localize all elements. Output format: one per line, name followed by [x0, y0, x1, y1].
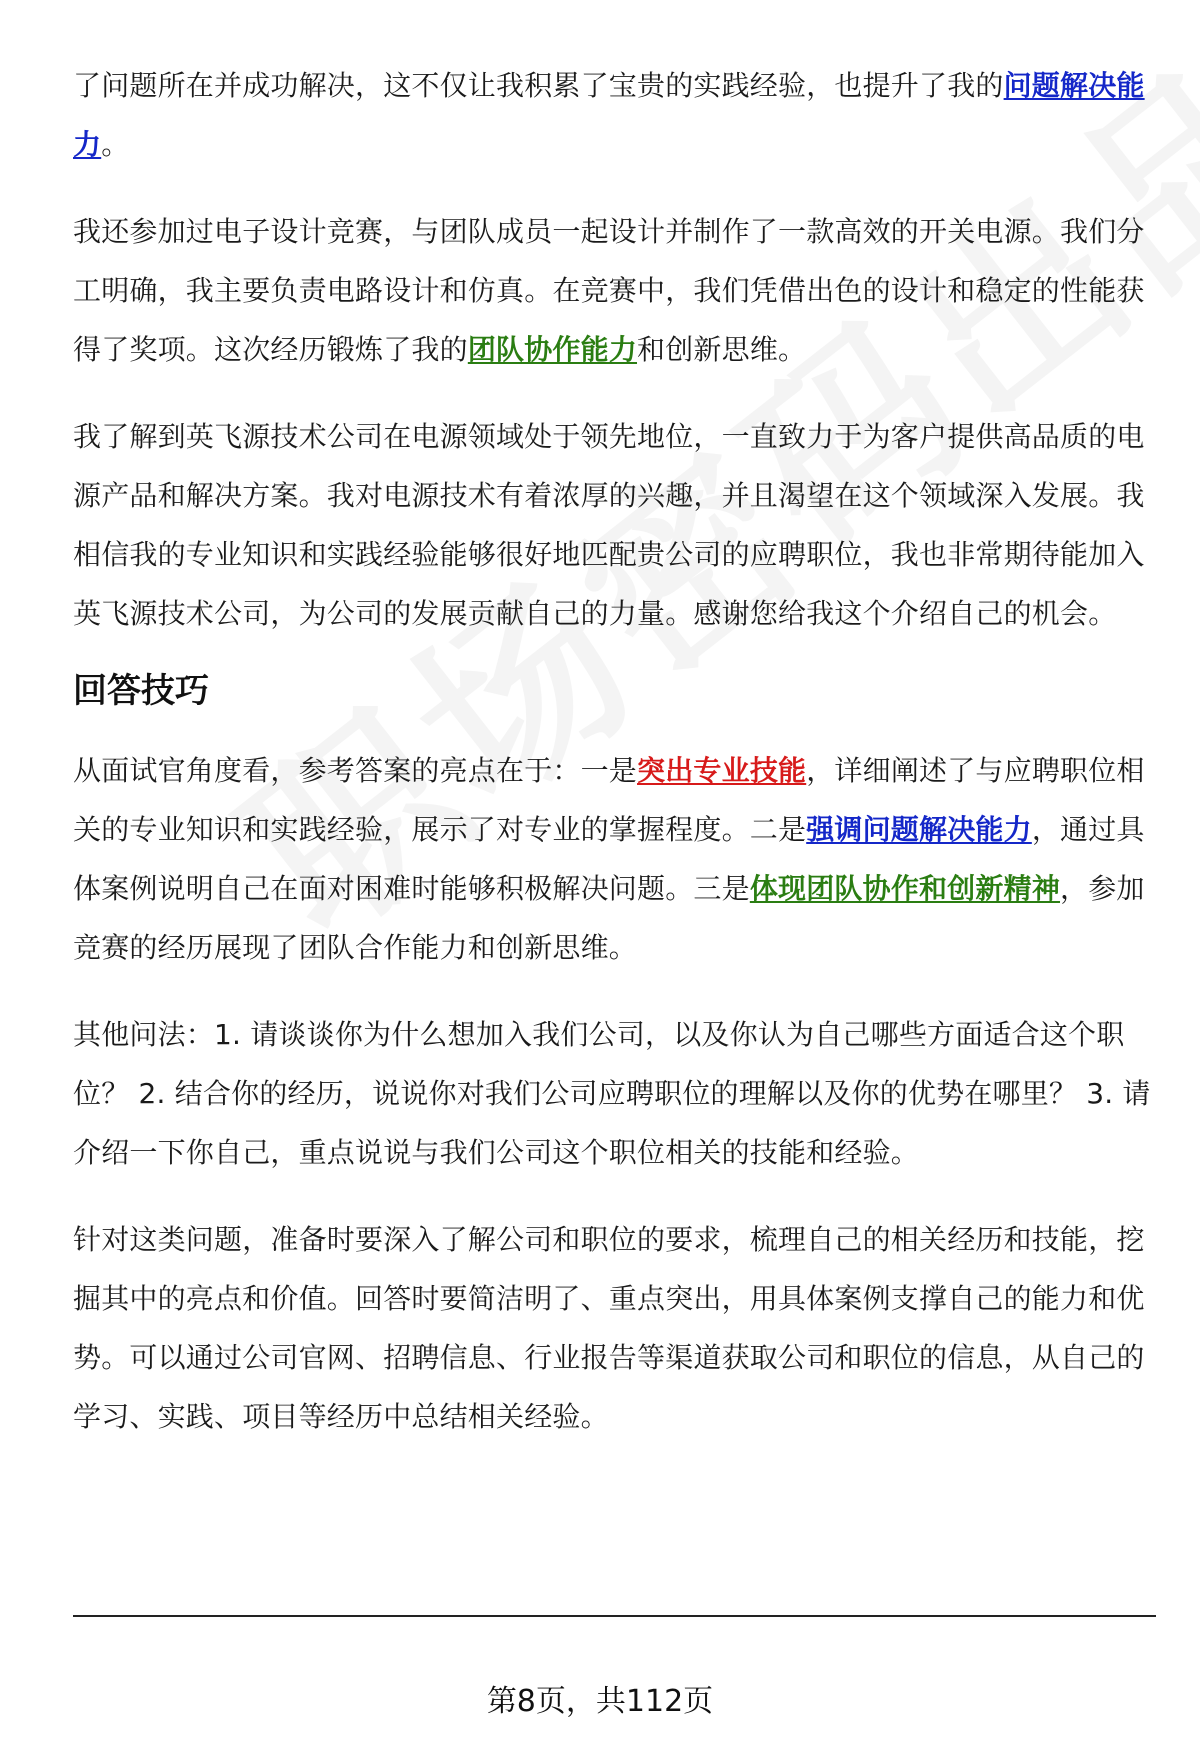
- highlight-professional-skills: 突出专业技能: [637, 754, 807, 787]
- paragraph-competition: [73, 202, 1151, 379]
- section-heading: 回答技巧: [73, 671, 209, 711]
- paragraph-text: 从面试官角度看，参考答案的亮点在于：一是: [73, 754, 638, 787]
- paragraph-text: 我还参加过电子设计竞赛，与团队成员一起设计并制作了一款高效的开关电源。我们分工明确，我主要负责电路设计和仿真。在竞赛中，我们凭借出色的设计和稳定的性能获得了奖项。这次经历锻炼了我的: [73, 215, 1145, 366]
- paragraph-text: 和创新思维。: [637, 333, 807, 366]
- paragraph-text: ，详细阐述了与应聘职位相关的专业知识和实践经验，展示了对专业的掌握程度。二是: [73, 754, 1145, 846]
- paragraph-text: 我了解到英飞源技术公司在电源领域处于领先地位，一直致力于为客户提供高品质的电源产品和解决方案。我对电源技术有着浓厚的兴趣，并且渴望在这个领域深入发展。我相信我的专业知识和实践经验能够很好地匹配贵公司的应聘职位，我也非常期待能加入英飞源技术公司，为公司的发展贡献自己的力量。感谢您给我这个介绍自己的机会。: [73, 420, 1145, 630]
- highlight-teamwork: 团队协作能力: [467, 333, 638, 366]
- paragraph-text: 。: [101, 128, 130, 161]
- paragraph-tips: [73, 741, 1151, 977]
- highlight-teamwork-innovation: 体现团队协作和创新精神: [749, 872, 1061, 905]
- paragraph-text: ，通过具体案例说明自己在面对困难时能够积极解决问题。三是: [73, 813, 1145, 905]
- paragraph-company: [73, 407, 1151, 643]
- paragraph-text: 了问题所在并成功解决，这不仅让我积累了宝贵的实践经验，也提升了我的: [73, 69, 1004, 102]
- document-body: [73, 56, 1151, 1474]
- paragraph-other-questions: 其他问法：1. 请谈谈你为什么想加入我们公司，以及你认为自己哪些方面适合这个职位？ 2. 结合你的经历，说说你对我们公司应聘职位的理解以及你的优势在哪里？ 3. 请介绍一下你自己，重点说说与我们公司这个职位相关的技能和经验。: [73, 1018, 1151, 1169]
- highlight-problem-solving-emphasis: 强调问题解决能力: [806, 813, 1032, 846]
- paragraph-advice: 针对这类问题，准备时要深入了解公司和职位的要求，梳理自己的相关经历和技能，挖掘其中的亮点和价值。回答时要简洁明了、重点突出，用具体案例支撑自己的能力和优势。可以通过公司官网、招聘信息、行业报告等渠道获取公司和职位的信息，从自己的学习、实践、项目等经历中总结相关经验。: [73, 1223, 1145, 1433]
- footer-divider: [73, 1615, 1156, 1617]
- highlight-problem-solving: 问题解决能力: [73, 69, 1145, 161]
- paragraph-text: ，参加竞赛的经历展现了团队合作能力和创新思维。: [73, 872, 1145, 964]
- paragraph-problem-solving: [73, 56, 1151, 174]
- page-number: 第8页，共112页: [486, 1684, 714, 1719]
